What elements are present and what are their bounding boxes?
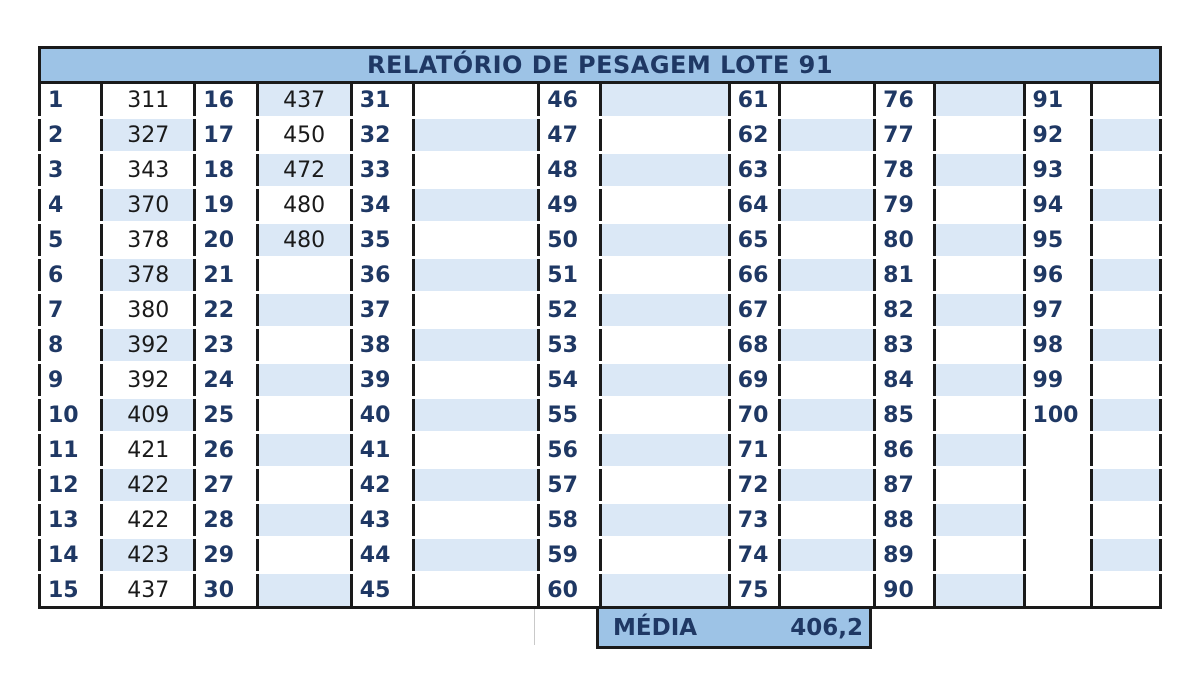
weight-value bbox=[935, 398, 1024, 433]
weight-value: 392 bbox=[102, 363, 195, 398]
animal-number: 43 bbox=[351, 503, 413, 538]
animal-number: 78 bbox=[875, 153, 935, 188]
weight-value bbox=[779, 433, 874, 468]
animal-number: 12 bbox=[40, 468, 102, 503]
table-row bbox=[40, 84, 1161, 118]
weight-value bbox=[779, 84, 874, 118]
weight-value bbox=[779, 258, 874, 293]
animal-number: 61 bbox=[729, 84, 779, 118]
weight-value bbox=[413, 468, 538, 503]
table-row bbox=[40, 153, 1161, 188]
weight-value bbox=[413, 223, 538, 258]
weight-value bbox=[1091, 503, 1160, 538]
weight-value: 392 bbox=[102, 328, 195, 363]
weight-value bbox=[935, 293, 1024, 328]
animal-number: 65 bbox=[729, 223, 779, 258]
animal-number: 92 bbox=[1024, 118, 1091, 153]
animal-number: 95 bbox=[1024, 223, 1091, 258]
weight-value bbox=[257, 538, 351, 573]
media-box bbox=[596, 609, 872, 649]
animal-number: 100 bbox=[1024, 398, 1091, 433]
weight-value bbox=[1091, 223, 1160, 258]
weight-value bbox=[1091, 84, 1160, 118]
weight-value bbox=[1091, 538, 1160, 573]
weight-value bbox=[601, 538, 729, 573]
animal-number: 20 bbox=[195, 223, 257, 258]
animal-number: 9 bbox=[40, 363, 102, 398]
animal-number bbox=[1024, 573, 1091, 608]
weight-value: 343 bbox=[102, 153, 195, 188]
weight-value: 409 bbox=[102, 398, 195, 433]
weight-value bbox=[935, 258, 1024, 293]
weight-value bbox=[601, 153, 729, 188]
weight-value bbox=[257, 433, 351, 468]
table-row bbox=[40, 118, 1161, 153]
weight-value bbox=[257, 398, 351, 433]
weight-value: 421 bbox=[102, 433, 195, 468]
animal-number: 60 bbox=[539, 573, 601, 608]
table-row bbox=[40, 223, 1161, 258]
weight-value bbox=[601, 223, 729, 258]
weight-value bbox=[413, 538, 538, 573]
weight-value bbox=[601, 258, 729, 293]
animal-number: 39 bbox=[351, 363, 413, 398]
weight-value bbox=[601, 398, 729, 433]
table-row bbox=[40, 328, 1161, 363]
animal-number: 28 bbox=[195, 503, 257, 538]
animal-number: 8 bbox=[40, 328, 102, 363]
weight-value bbox=[601, 328, 729, 363]
animal-number: 91 bbox=[1024, 84, 1091, 118]
animal-number: 93 bbox=[1024, 153, 1091, 188]
animal-number: 66 bbox=[729, 258, 779, 293]
table-row bbox=[40, 258, 1161, 293]
weight-value bbox=[601, 84, 729, 118]
animal-number: 35 bbox=[351, 223, 413, 258]
animal-number: 88 bbox=[875, 503, 935, 538]
animal-number: 52 bbox=[539, 293, 601, 328]
table-row bbox=[40, 573, 1161, 608]
weight-value: 472 bbox=[257, 153, 351, 188]
animal-number: 54 bbox=[539, 363, 601, 398]
animal-number: 10 bbox=[40, 398, 102, 433]
animal-number: 70 bbox=[729, 398, 779, 433]
animal-number: 7 bbox=[40, 293, 102, 328]
animal-number: 36 bbox=[351, 258, 413, 293]
weight-value: 378 bbox=[102, 258, 195, 293]
animal-number: 38 bbox=[351, 328, 413, 363]
weight-value bbox=[935, 503, 1024, 538]
animal-number: 85 bbox=[875, 398, 935, 433]
animal-number: 11 bbox=[40, 433, 102, 468]
animal-number: 29 bbox=[195, 538, 257, 573]
weight-value bbox=[257, 328, 351, 363]
report-title: RELATÓRIO DE PESAGEM LOTE 91 bbox=[38, 46, 1162, 84]
animal-number: 55 bbox=[539, 398, 601, 433]
animal-number: 63 bbox=[729, 153, 779, 188]
weight-value bbox=[413, 153, 538, 188]
weight-value bbox=[779, 293, 874, 328]
weight-value bbox=[935, 118, 1024, 153]
animal-number: 79 bbox=[875, 188, 935, 223]
weight-value bbox=[935, 538, 1024, 573]
table-row bbox=[40, 538, 1161, 573]
weight-value bbox=[413, 503, 538, 538]
animal-number: 1 bbox=[40, 84, 102, 118]
animal-number: 62 bbox=[729, 118, 779, 153]
animal-number: 87 bbox=[875, 468, 935, 503]
weight-value bbox=[413, 258, 538, 293]
animal-number: 64 bbox=[729, 188, 779, 223]
weight-value: 422 bbox=[102, 503, 195, 538]
table-row bbox=[40, 398, 1161, 433]
weight-value bbox=[779, 118, 874, 153]
animal-number: 80 bbox=[875, 223, 935, 258]
animal-number: 98 bbox=[1024, 328, 1091, 363]
animal-number bbox=[1024, 503, 1091, 538]
animal-number: 74 bbox=[729, 538, 779, 573]
weight-value bbox=[1091, 433, 1160, 468]
animal-number: 22 bbox=[195, 293, 257, 328]
animal-number: 26 bbox=[195, 433, 257, 468]
animal-number: 27 bbox=[195, 468, 257, 503]
animal-number: 48 bbox=[539, 153, 601, 188]
weight-value bbox=[601, 363, 729, 398]
animal-number: 34 bbox=[351, 188, 413, 223]
table-row bbox=[40, 468, 1161, 503]
weight-value: 450 bbox=[257, 118, 351, 153]
weight-value bbox=[1091, 118, 1160, 153]
animal-number: 90 bbox=[875, 573, 935, 608]
animal-number: 3 bbox=[40, 153, 102, 188]
weight-value bbox=[413, 398, 538, 433]
weight-value bbox=[1091, 293, 1160, 328]
animal-number: 71 bbox=[729, 433, 779, 468]
weight-value: 437 bbox=[102, 573, 195, 608]
weight-value bbox=[601, 188, 729, 223]
animal-number: 58 bbox=[539, 503, 601, 538]
weight-value bbox=[779, 503, 874, 538]
weight-value: 422 bbox=[102, 468, 195, 503]
animal-number: 73 bbox=[729, 503, 779, 538]
weight-value bbox=[257, 468, 351, 503]
animal-number: 5 bbox=[40, 223, 102, 258]
animal-number: 75 bbox=[729, 573, 779, 608]
weight-value bbox=[257, 363, 351, 398]
animal-number: 81 bbox=[875, 258, 935, 293]
weight-value bbox=[779, 398, 874, 433]
weight-value: 423 bbox=[102, 538, 195, 573]
weight-value bbox=[935, 188, 1024, 223]
weight-value: 380 bbox=[102, 293, 195, 328]
animal-number: 99 bbox=[1024, 363, 1091, 398]
weight-value bbox=[935, 328, 1024, 363]
weight-value: 378 bbox=[102, 223, 195, 258]
weight-value bbox=[601, 118, 729, 153]
weight-value bbox=[413, 573, 538, 608]
animal-number: 77 bbox=[875, 118, 935, 153]
animal-number: 89 bbox=[875, 538, 935, 573]
animal-number: 84 bbox=[875, 363, 935, 398]
media-row bbox=[38, 609, 1162, 649]
weight-value: 437 bbox=[257, 84, 351, 118]
weight-value: 370 bbox=[102, 188, 195, 223]
animal-number: 49 bbox=[539, 188, 601, 223]
animal-number: 31 bbox=[351, 84, 413, 118]
animal-number: 16 bbox=[195, 84, 257, 118]
animal-number: 2 bbox=[40, 118, 102, 153]
animal-number bbox=[1024, 468, 1091, 503]
animal-number: 4 bbox=[40, 188, 102, 223]
weighing-report-sheet bbox=[38, 46, 1162, 649]
weight-value: 311 bbox=[102, 84, 195, 118]
weight-value bbox=[601, 293, 729, 328]
animal-number: 68 bbox=[729, 328, 779, 363]
animal-number: 32 bbox=[351, 118, 413, 153]
table-row bbox=[40, 293, 1161, 328]
weight-value: 327 bbox=[102, 118, 195, 153]
animal-number: 15 bbox=[40, 573, 102, 608]
weighing-table bbox=[38, 84, 1162, 609]
animal-number: 17 bbox=[195, 118, 257, 153]
animal-number: 96 bbox=[1024, 258, 1091, 293]
animal-number: 24 bbox=[195, 363, 257, 398]
table-row bbox=[40, 503, 1161, 538]
weight-value bbox=[935, 433, 1024, 468]
weight-value bbox=[601, 573, 729, 608]
weight-value bbox=[779, 223, 874, 258]
animal-number: 53 bbox=[539, 328, 601, 363]
animal-number: 41 bbox=[351, 433, 413, 468]
animal-number: 51 bbox=[539, 258, 601, 293]
weight-value bbox=[601, 433, 729, 468]
weight-value bbox=[935, 468, 1024, 503]
weight-value bbox=[413, 188, 538, 223]
animal-number: 47 bbox=[539, 118, 601, 153]
animal-number: 40 bbox=[351, 398, 413, 433]
animal-number: 50 bbox=[539, 223, 601, 258]
weight-value bbox=[935, 573, 1024, 608]
weight-value bbox=[413, 433, 538, 468]
table-row bbox=[40, 433, 1161, 468]
weight-value bbox=[1091, 153, 1160, 188]
weight-value: 480 bbox=[257, 223, 351, 258]
media-value: 406,2 bbox=[790, 614, 863, 641]
animal-number: 33 bbox=[351, 153, 413, 188]
weight-value bbox=[935, 363, 1024, 398]
weight-value bbox=[1091, 468, 1160, 503]
animal-number: 18 bbox=[195, 153, 257, 188]
animal-number: 25 bbox=[195, 398, 257, 433]
weight-value bbox=[1091, 398, 1160, 433]
animal-number: 94 bbox=[1024, 188, 1091, 223]
weight-value bbox=[1091, 258, 1160, 293]
weight-value bbox=[257, 258, 351, 293]
table-row bbox=[40, 363, 1161, 398]
animal-number: 44 bbox=[351, 538, 413, 573]
animal-number: 56 bbox=[539, 433, 601, 468]
animal-number: 23 bbox=[195, 328, 257, 363]
animal-number: 83 bbox=[875, 328, 935, 363]
animal-number: 86 bbox=[875, 433, 935, 468]
animal-number: 46 bbox=[539, 84, 601, 118]
weight-value bbox=[601, 468, 729, 503]
weight-value bbox=[1091, 328, 1160, 363]
weight-value bbox=[413, 363, 538, 398]
animal-number: 97 bbox=[1024, 293, 1091, 328]
animal-number: 57 bbox=[539, 468, 601, 503]
weight-value bbox=[601, 503, 729, 538]
weight-value bbox=[257, 573, 351, 608]
animal-number: 14 bbox=[40, 538, 102, 573]
animal-number: 42 bbox=[351, 468, 413, 503]
media-label: MÉDIA bbox=[613, 614, 698, 641]
weight-value bbox=[413, 84, 538, 118]
animal-number: 45 bbox=[351, 573, 413, 608]
animal-number: 76 bbox=[875, 84, 935, 118]
weight-value bbox=[1091, 573, 1160, 608]
animal-number: 19 bbox=[195, 188, 257, 223]
weight-value bbox=[779, 363, 874, 398]
animal-number: 30 bbox=[195, 573, 257, 608]
weight-value bbox=[935, 223, 1024, 258]
animal-number: 6 bbox=[40, 258, 102, 293]
weight-value bbox=[1091, 363, 1160, 398]
divider bbox=[534, 609, 535, 645]
weight-value bbox=[779, 573, 874, 608]
weight-value bbox=[779, 468, 874, 503]
animal-number: 72 bbox=[729, 468, 779, 503]
animal-number: 13 bbox=[40, 503, 102, 538]
animal-number: 21 bbox=[195, 258, 257, 293]
weight-value: 480 bbox=[257, 188, 351, 223]
weight-value bbox=[779, 153, 874, 188]
table-row bbox=[40, 188, 1161, 223]
weight-value bbox=[257, 503, 351, 538]
animal-number bbox=[1024, 433, 1091, 468]
animal-number bbox=[1024, 538, 1091, 573]
animal-number: 67 bbox=[729, 293, 779, 328]
weight-value bbox=[779, 538, 874, 573]
weight-value bbox=[257, 293, 351, 328]
weight-value bbox=[935, 153, 1024, 188]
animal-number: 69 bbox=[729, 363, 779, 398]
weight-value bbox=[413, 118, 538, 153]
animal-number: 59 bbox=[539, 538, 601, 573]
animal-number: 82 bbox=[875, 293, 935, 328]
animal-number: 37 bbox=[351, 293, 413, 328]
weight-value bbox=[413, 293, 538, 328]
weight-value bbox=[935, 84, 1024, 118]
weight-value bbox=[779, 328, 874, 363]
weight-value bbox=[413, 328, 538, 363]
weight-value bbox=[779, 188, 874, 223]
weight-value bbox=[1091, 188, 1160, 223]
